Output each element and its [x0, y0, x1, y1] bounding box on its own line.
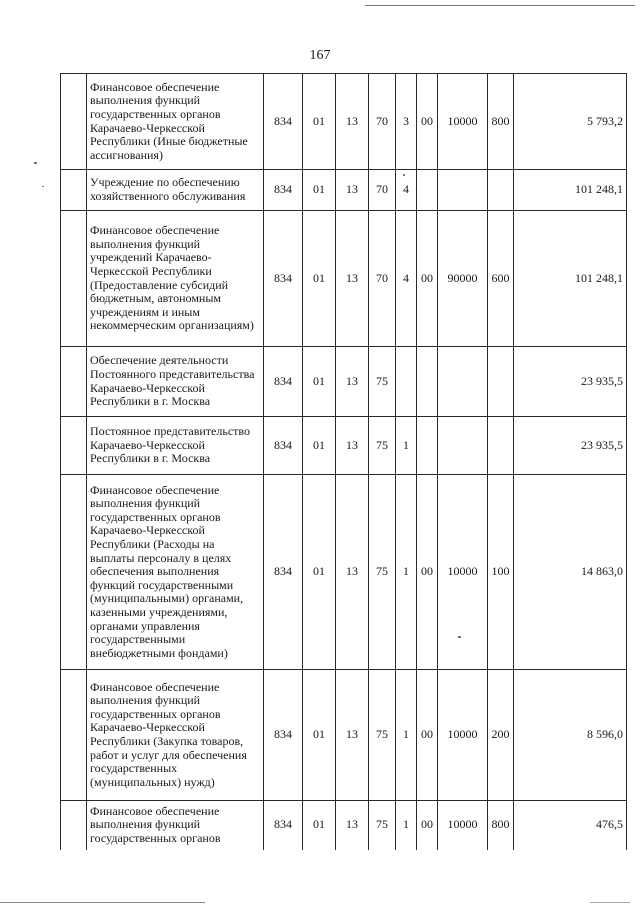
expense-type-code: 100 [488, 475, 514, 670]
expense-type-code [488, 417, 514, 475]
table-row [61, 417, 627, 475]
table-row [61, 670, 627, 801]
scan-speck [34, 162, 37, 164]
row-margin-cell [61, 475, 87, 670]
footer-line [0, 902, 205, 903]
section-code: 01 [303, 74, 336, 170]
expense-type-code: 800 [488, 801, 514, 850]
direction-code [438, 170, 488, 211]
subprogram-code: 1 [396, 670, 417, 801]
table-row [61, 801, 627, 850]
subprogram-code: 3 [396, 74, 417, 170]
expense-description: Финансовое обеспечение выполнения функций учреждений Карачаево-Черкесской Республики (Предоставление субсидий бюджетным, автономным учреждениям и иным некоммерческим организациям) [87, 211, 264, 347]
amount-value: 8 596,0 [514, 670, 627, 801]
amount-value: 23 935,5 [514, 417, 627, 475]
program-code: 70 [369, 170, 396, 211]
subprogram-code: 1 [396, 475, 417, 670]
ministry-code: 834 [264, 74, 303, 170]
amount-value: 5 793,2 [514, 74, 627, 170]
budget-table [60, 73, 627, 850]
subsection-code: 13 [336, 211, 369, 347]
table-row [61, 74, 627, 170]
section-code: 01 [303, 475, 336, 670]
subsection-code: 13 [336, 347, 369, 417]
main-event-code: 00 [417, 670, 438, 801]
section-code: 01 [303, 211, 336, 347]
main-event-code: 00 [417, 801, 438, 850]
expense-description: Учреждение по обеспечению хозяйственного обслуживания [87, 170, 264, 211]
expense-description: Финансовое обеспечение выполнения функций государственных органов Карачаево-Черкесской Республики (Закупка товаров, работ и услуг для обеспечения государственных (муниципальных) нужд) [87, 670, 264, 801]
section-code: 01 [303, 801, 336, 850]
amount-value: 14 863,0 [514, 475, 627, 670]
program-code: 70 [369, 74, 396, 170]
subsection-code: 13 [336, 670, 369, 801]
scan-speck [42, 186, 44, 187]
subprogram-code: 4 [396, 170, 417, 211]
ministry-code: 834 [264, 417, 303, 475]
amount-value: 101 248,1 [514, 211, 627, 347]
main-event-code: 00 [417, 74, 438, 170]
direction-code: 90000 [438, 211, 488, 347]
row-margin-cell [61, 74, 87, 170]
main-event-code [417, 170, 438, 211]
subprogram-code: 1 [396, 801, 417, 850]
ministry-code: 834 [264, 211, 303, 347]
direction-code [438, 417, 488, 475]
table-row [61, 211, 627, 347]
section-code: 01 [303, 670, 336, 801]
row-margin-cell [61, 211, 87, 347]
subprogram-code [396, 347, 417, 417]
section-code: 01 [303, 170, 336, 211]
footer-line-right [590, 902, 630, 903]
ministry-code: 834 [264, 670, 303, 801]
expense-type-code [488, 170, 514, 211]
expense-description: Постоянное представительство Карачаево-Черкесской Республики в г. Москва [87, 417, 264, 475]
expense-type-code [488, 347, 514, 417]
row-margin-cell [61, 170, 87, 211]
program-code: 75 [369, 475, 396, 670]
table-row [61, 347, 627, 417]
scan-speck [403, 174, 405, 176]
section-code: 01 [303, 347, 336, 417]
subsection-code: 13 [336, 801, 369, 850]
expense-type-code: 800 [488, 74, 514, 170]
expense-description: Финансовое обеспечение выполнения функций государственных органов [87, 801, 264, 850]
direction-code: 10000 [438, 670, 488, 801]
main-event-code [417, 347, 438, 417]
expense-description: Финансовое обеспечение выполнения функций государственных органов Карачаево-Черкесской Республики (Расходы на выплаты персоналу в целях обеспечения выполнения функций государственными (муниципальными) органами, казенными учреждениями, органами управления государственными внебюджетными фондами) [87, 475, 264, 670]
page-number: 167 [309, 48, 331, 63]
ministry-code: 834 [264, 801, 303, 850]
scan-speck [458, 636, 461, 638]
program-code: 75 [369, 801, 396, 850]
table-row [61, 170, 627, 211]
amount-value: 23 935,5 [514, 347, 627, 417]
program-code: 75 [369, 417, 396, 475]
program-code: 75 [369, 670, 396, 801]
expense-description: Обеспечение деятельности Постоянного представительства Карачаево-Черкесской Республики в г. Москва [87, 347, 264, 417]
expense-type-code: 600 [488, 211, 514, 347]
program-code: 75 [369, 347, 396, 417]
row-margin-cell [61, 347, 87, 417]
subsection-code: 13 [336, 417, 369, 475]
top-edge-line [365, 5, 635, 6]
section-code: 01 [303, 417, 336, 475]
expense-description: Финансовое обеспечение выполнения функций государственных органов Карачаево-Черкесской Республики (Иные бюджетные ассигнования) [87, 74, 264, 170]
direction-code: 10000 [438, 74, 488, 170]
ministry-code: 834 [264, 347, 303, 417]
amount-value: 101 248,1 [514, 170, 627, 211]
subprogram-code: 1 [396, 417, 417, 475]
row-margin-cell [61, 670, 87, 801]
direction-code: 10000 [438, 475, 488, 670]
expense-type-code: 200 [488, 670, 514, 801]
row-margin-cell [61, 801, 87, 850]
main-event-code [417, 417, 438, 475]
subsection-code: 13 [336, 74, 369, 170]
direction-code [438, 347, 488, 417]
row-margin-cell [61, 417, 87, 475]
ministry-code: 834 [264, 475, 303, 670]
direction-code: 10000 [438, 801, 488, 850]
subprogram-code: 4 [396, 211, 417, 347]
subsection-code: 13 [336, 170, 369, 211]
main-event-code: 00 [417, 475, 438, 670]
program-code: 70 [369, 211, 396, 347]
subsection-code: 13 [336, 475, 369, 670]
ministry-code: 834 [264, 170, 303, 211]
main-event-code: 00 [417, 211, 438, 347]
table-row [61, 475, 627, 670]
amount-value: 476,5 [514, 801, 627, 850]
